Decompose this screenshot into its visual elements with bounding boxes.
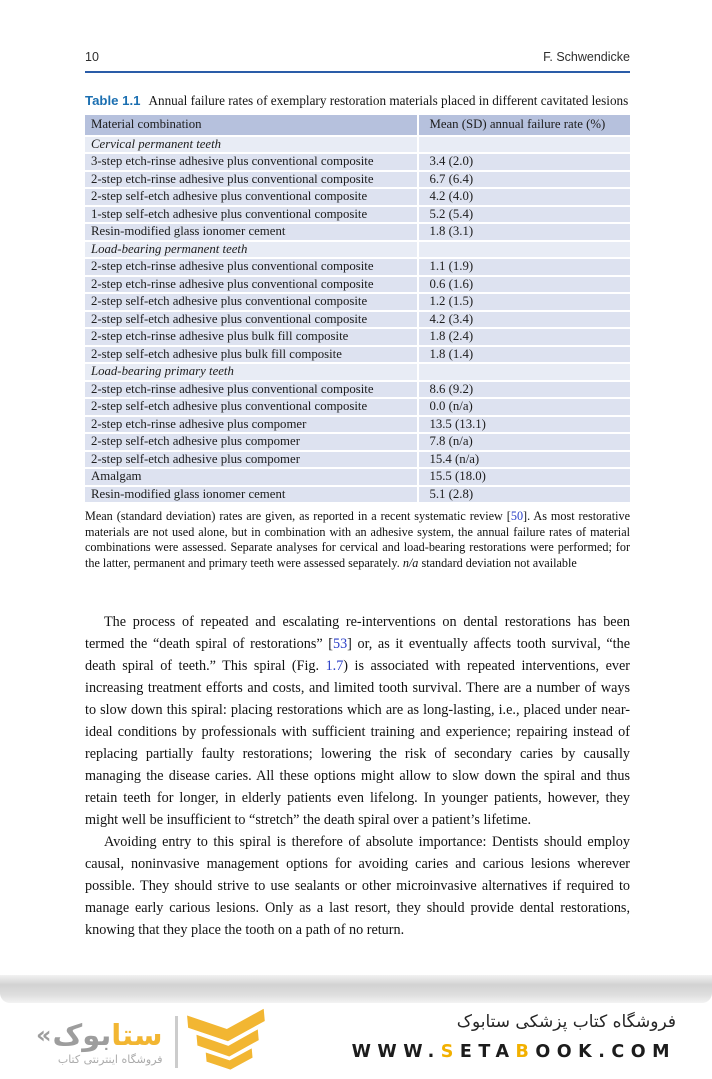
data-row	[85, 380, 630, 398]
data-row	[85, 327, 630, 345]
wordmark-gray-part: بوک	[52, 1017, 112, 1052]
section-empty-cell	[417, 362, 630, 380]
paragraph-avoiding-entry: Avoiding entry to this spiral is therefore of absolute importance: Dentists should employ causal, noninvasive management options for avoiding caries and carious lesions wherever possible. They should strive to use sealants or other microinvasive alternatives if required to manage early carious lesions. Only as a last resort, they should provide dental restorations, knowing that they place the tooth on a path of no return.	[85, 834, 630, 939]
table-label: Table 1.1	[85, 93, 141, 108]
footer-watermark	[0, 1003, 712, 1079]
data-row	[85, 257, 630, 275]
page-number: 10	[85, 50, 99, 64]
column-header-material: Material combination	[85, 115, 417, 135]
material-cell: 2-step self-etch adhesive plus conventional composite	[85, 310, 417, 328]
guillemet-glyph: «	[36, 1020, 52, 1049]
data-row	[85, 345, 630, 363]
column-header-rate: Mean (SD) annual failure rate (%)	[417, 115, 630, 135]
data-row	[85, 397, 630, 415]
paragraph-death-spiral: The process of repeated and escalating re-interventions on dental restorations has been termed the “death spiral of restorations” [53] or, as it eventually affects tooth survival, “the death spiral of teeth.” This spiral (Fig. 1.7) is associated with repeated interventions, ever increasing treatment efforts and costs, and limited tooth survival. There are a number of ways to slow down this spiral: placing restorations which are as long-lasting, i.e., placed under near-ideal conditions by professionals with sufficient training and experience; repairing instead of replacing partially faulty restorations; lowering the risk of secondary caries by causally managing the disease caries. All these options might allow to slow down the spiral and thus retain teeth for longer, in elderly patients even lifelong. In younger patients, however, they might well be insufficient to “stretch” the death spiral over a patient’s lifetime.	[85, 614, 630, 829]
section-row	[85, 362, 630, 380]
table-caption-text: Annual failure rates of exemplary restoration materials placed in different cavitated lesions	[148, 93, 629, 108]
data-row	[85, 170, 630, 188]
data-row	[85, 152, 630, 170]
store-name-farsi: فروشگاه کتاب پزشکی ستابوک	[456, 1012, 676, 1032]
value-cell: 5.2 (5.4)	[417, 205, 630, 223]
value-cell: 3.4 (2.0)	[417, 152, 630, 170]
value-cell: 7.8 (n/a)	[417, 432, 630, 450]
setabook-chevron-icon	[185, 1009, 270, 1076]
value-cell: 4.2 (4.0)	[417, 187, 630, 205]
material-cell: Resin-modified glass ionomer cement	[85, 222, 417, 240]
data-row	[85, 485, 630, 503]
citation-link[interactable]: 1.7	[325, 658, 344, 675]
section-empty-cell	[417, 135, 630, 153]
value-cell: 0.0 (n/a)	[417, 397, 630, 415]
material-cell: 2-step etch-rinse adhesive plus conventional composite	[85, 380, 417, 398]
section-label-cell: Load-bearing permanent teeth	[85, 240, 417, 258]
citation-link[interactable]: 50	[510, 509, 524, 523]
value-cell: 1.1 (1.9)	[417, 257, 630, 275]
data-row	[85, 275, 630, 293]
data-row	[85, 415, 630, 433]
data-row	[85, 467, 630, 485]
material-cell: 2-step self-etch adhesive plus bulk fill composite	[85, 345, 417, 363]
value-cell: 5.1 (2.8)	[417, 485, 630, 503]
value-cell: 13.5 (13.1)	[417, 415, 630, 433]
material-cell: 2-step self-etch adhesive plus compomer	[85, 432, 417, 450]
value-cell: 1.8 (1.4)	[417, 345, 630, 363]
logo-divider	[175, 1016, 178, 1068]
data-row	[85, 205, 630, 223]
table-footnote: Mean (standard deviation) rates are given, as reported in a recent systematic review [50]. As most restorative materials are not used alone, but in combination with an adhesive system, the annual failure rates of material combinations were assessed. Separate analyses for cervical and load-bearing restorations were performed; for the latter, permanent and primary teeth were assessed separately. n/a standard deviation not available	[85, 509, 630, 570]
setabook-logo	[36, 1012, 268, 1072]
material-cell: 2-step self-etch adhesive plus conventional composite	[85, 292, 417, 310]
value-cell: 8.6 (9.2)	[417, 380, 630, 398]
value-cell: 0.6 (1.6)	[417, 275, 630, 293]
logo-tagline: فروشگاه اینترنتی کتاب	[57, 1052, 163, 1066]
value-cell: 1.8 (3.1)	[417, 222, 630, 240]
data-row	[85, 432, 630, 450]
material-cell: 2-step etch-rinse adhesive plus bulk fill composite	[85, 327, 417, 345]
material-cell: 2-step self-etch adhesive plus conventional composite	[85, 187, 417, 205]
table-caption	[85, 91, 630, 110]
setabook-url: WWW.SETABOOK.COM	[351, 1042, 676, 1062]
value-cell: 15.4 (n/a)	[417, 450, 630, 468]
section-row	[85, 240, 630, 258]
value-cell: 1.8 (2.4)	[417, 327, 630, 345]
section-empty-cell	[417, 240, 630, 258]
section-row	[85, 135, 630, 153]
running-head	[85, 0, 630, 73]
table-body	[85, 135, 630, 503]
material-cell: Amalgam	[85, 467, 417, 485]
material-cell: 2-step etch-rinse adhesive plus conventional composite	[85, 257, 417, 275]
data-row	[85, 292, 630, 310]
setabook-wordmark	[36, 1019, 163, 1051]
value-cell: 1.2 (1.5)	[417, 292, 630, 310]
material-cell: 2-step self-etch adhesive plus conventional composite	[85, 397, 417, 415]
data-row	[85, 222, 630, 240]
material-cell: 3-step etch-rinse adhesive plus conventional composite	[85, 152, 417, 170]
material-cell: 1-step self-etch adhesive plus conventional composite	[85, 205, 417, 223]
material-cell: 2-step etch-rinse adhesive plus conventional composite	[85, 170, 417, 188]
material-cell: 2-step self-etch adhesive plus compomer	[85, 450, 417, 468]
body-text	[85, 611, 630, 941]
section-label-cell: Load-bearing primary teeth	[85, 362, 417, 380]
data-row	[85, 310, 630, 328]
value-cell: 15.5 (18.0)	[417, 467, 630, 485]
material-cell: Resin-modified glass ionomer cement	[85, 485, 417, 503]
data-row	[85, 187, 630, 205]
table-header-row	[85, 115, 630, 135]
page-edge-shadow	[0, 975, 712, 1003]
citation-link[interactable]: 53	[332, 636, 348, 653]
wordmark-yellow-part: ستا	[111, 1017, 163, 1052]
value-cell: 6.7 (6.4)	[417, 170, 630, 188]
failure-rates-table	[85, 115, 630, 502]
section-label-cell: Cervical permanent teeth	[85, 135, 417, 153]
value-cell: 4.2 (3.4)	[417, 310, 630, 328]
data-row	[85, 450, 630, 468]
material-cell: 2-step etch-rinse adhesive plus compomer	[85, 415, 417, 433]
author-name: F. Schwendicke	[543, 50, 630, 64]
material-cell: 2-step etch-rinse adhesive plus conventional composite	[85, 275, 417, 293]
